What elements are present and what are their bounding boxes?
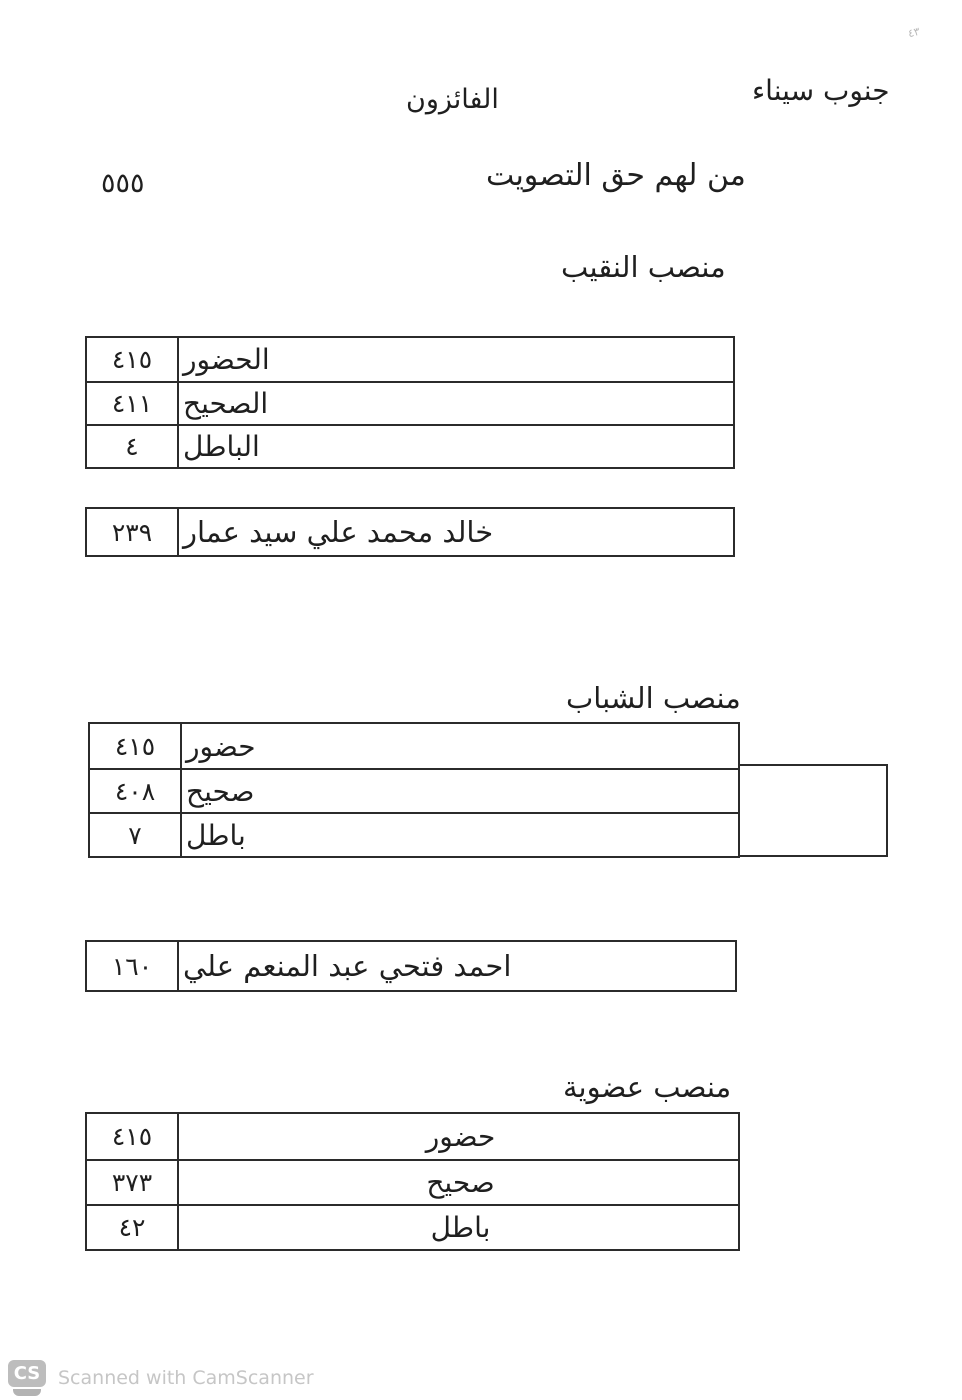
winner-table-shabab	[85, 940, 737, 992]
stats-table-odweya	[85, 1112, 740, 1251]
camscanner-logo-icon	[8, 1360, 46, 1396]
eligible-voters-label: من لهم حق التصويت	[486, 158, 746, 193]
governorate-label: جنوب سيناء	[752, 74, 890, 107]
stat-label: صحيح	[186, 774, 255, 808]
stat-value: ٤١٥	[90, 724, 182, 768]
stat-value: ٣٧٣	[87, 1161, 179, 1204]
camscanner-badge-text: CS	[8, 1360, 46, 1387]
stats-table-shabab	[88, 722, 740, 858]
section-heading-shabab: منصب الشباب	[566, 681, 741, 715]
stat-row	[87, 1114, 738, 1159]
stat-row	[87, 1159, 738, 1204]
stat-label: باطل	[186, 818, 246, 852]
camscanner-footer	[8, 1360, 314, 1396]
stat-label: حضور	[425, 1120, 496, 1153]
stat-value: ٤٠٨	[90, 770, 182, 812]
stat-value: ٤٢	[87, 1206, 179, 1249]
stat-value: ٤١٥	[87, 338, 179, 381]
stat-label: الباطل	[183, 430, 260, 463]
stat-row	[90, 812, 738, 856]
stat-label: حضور	[186, 729, 256, 763]
winners-title: الفائزون	[406, 84, 499, 115]
eligible-voters-value: ٥٥٥	[101, 168, 145, 199]
stats-table-naqib	[85, 336, 735, 469]
winner-row	[87, 942, 735, 990]
stat-label: باطل	[430, 1211, 491, 1244]
winner-votes: ١٦٠	[87, 942, 179, 990]
winner-table-naqib	[85, 507, 735, 557]
camscanner-badge-base	[13, 1389, 41, 1396]
section-heading-odweya: منصب عضوية	[563, 1070, 732, 1104]
stat-row	[87, 424, 733, 467]
stat-row	[87, 1204, 738, 1249]
stat-value: ٧	[90, 814, 182, 856]
stat-value: ٤	[87, 426, 179, 467]
stat-row	[90, 768, 738, 812]
stat-label: صحيح	[426, 1166, 495, 1199]
section-heading-naqib: منصب النقيب	[561, 250, 726, 284]
table-fragment-box	[738, 764, 888, 857]
stat-value: ٤١٥	[87, 1114, 179, 1159]
winner-votes: ٢٣٩	[87, 509, 179, 555]
stat-value: ٤١١	[87, 383, 179, 424]
winner-name: خالد محمد علي سيد عمار	[183, 515, 494, 549]
winner-name: احمد فتحي عبد المنعم علي	[183, 949, 512, 983]
stat-row	[90, 724, 738, 768]
corner-pencil-mark: ٤٣	[906, 24, 922, 41]
stat-row	[87, 381, 733, 424]
stat-row	[87, 338, 733, 381]
winner-row	[87, 509, 733, 555]
stat-label: الصحيح	[183, 387, 269, 420]
camscanner-watermark-text: Scanned with CamScanner	[58, 1367, 314, 1389]
stat-label: الحضور	[183, 343, 270, 376]
